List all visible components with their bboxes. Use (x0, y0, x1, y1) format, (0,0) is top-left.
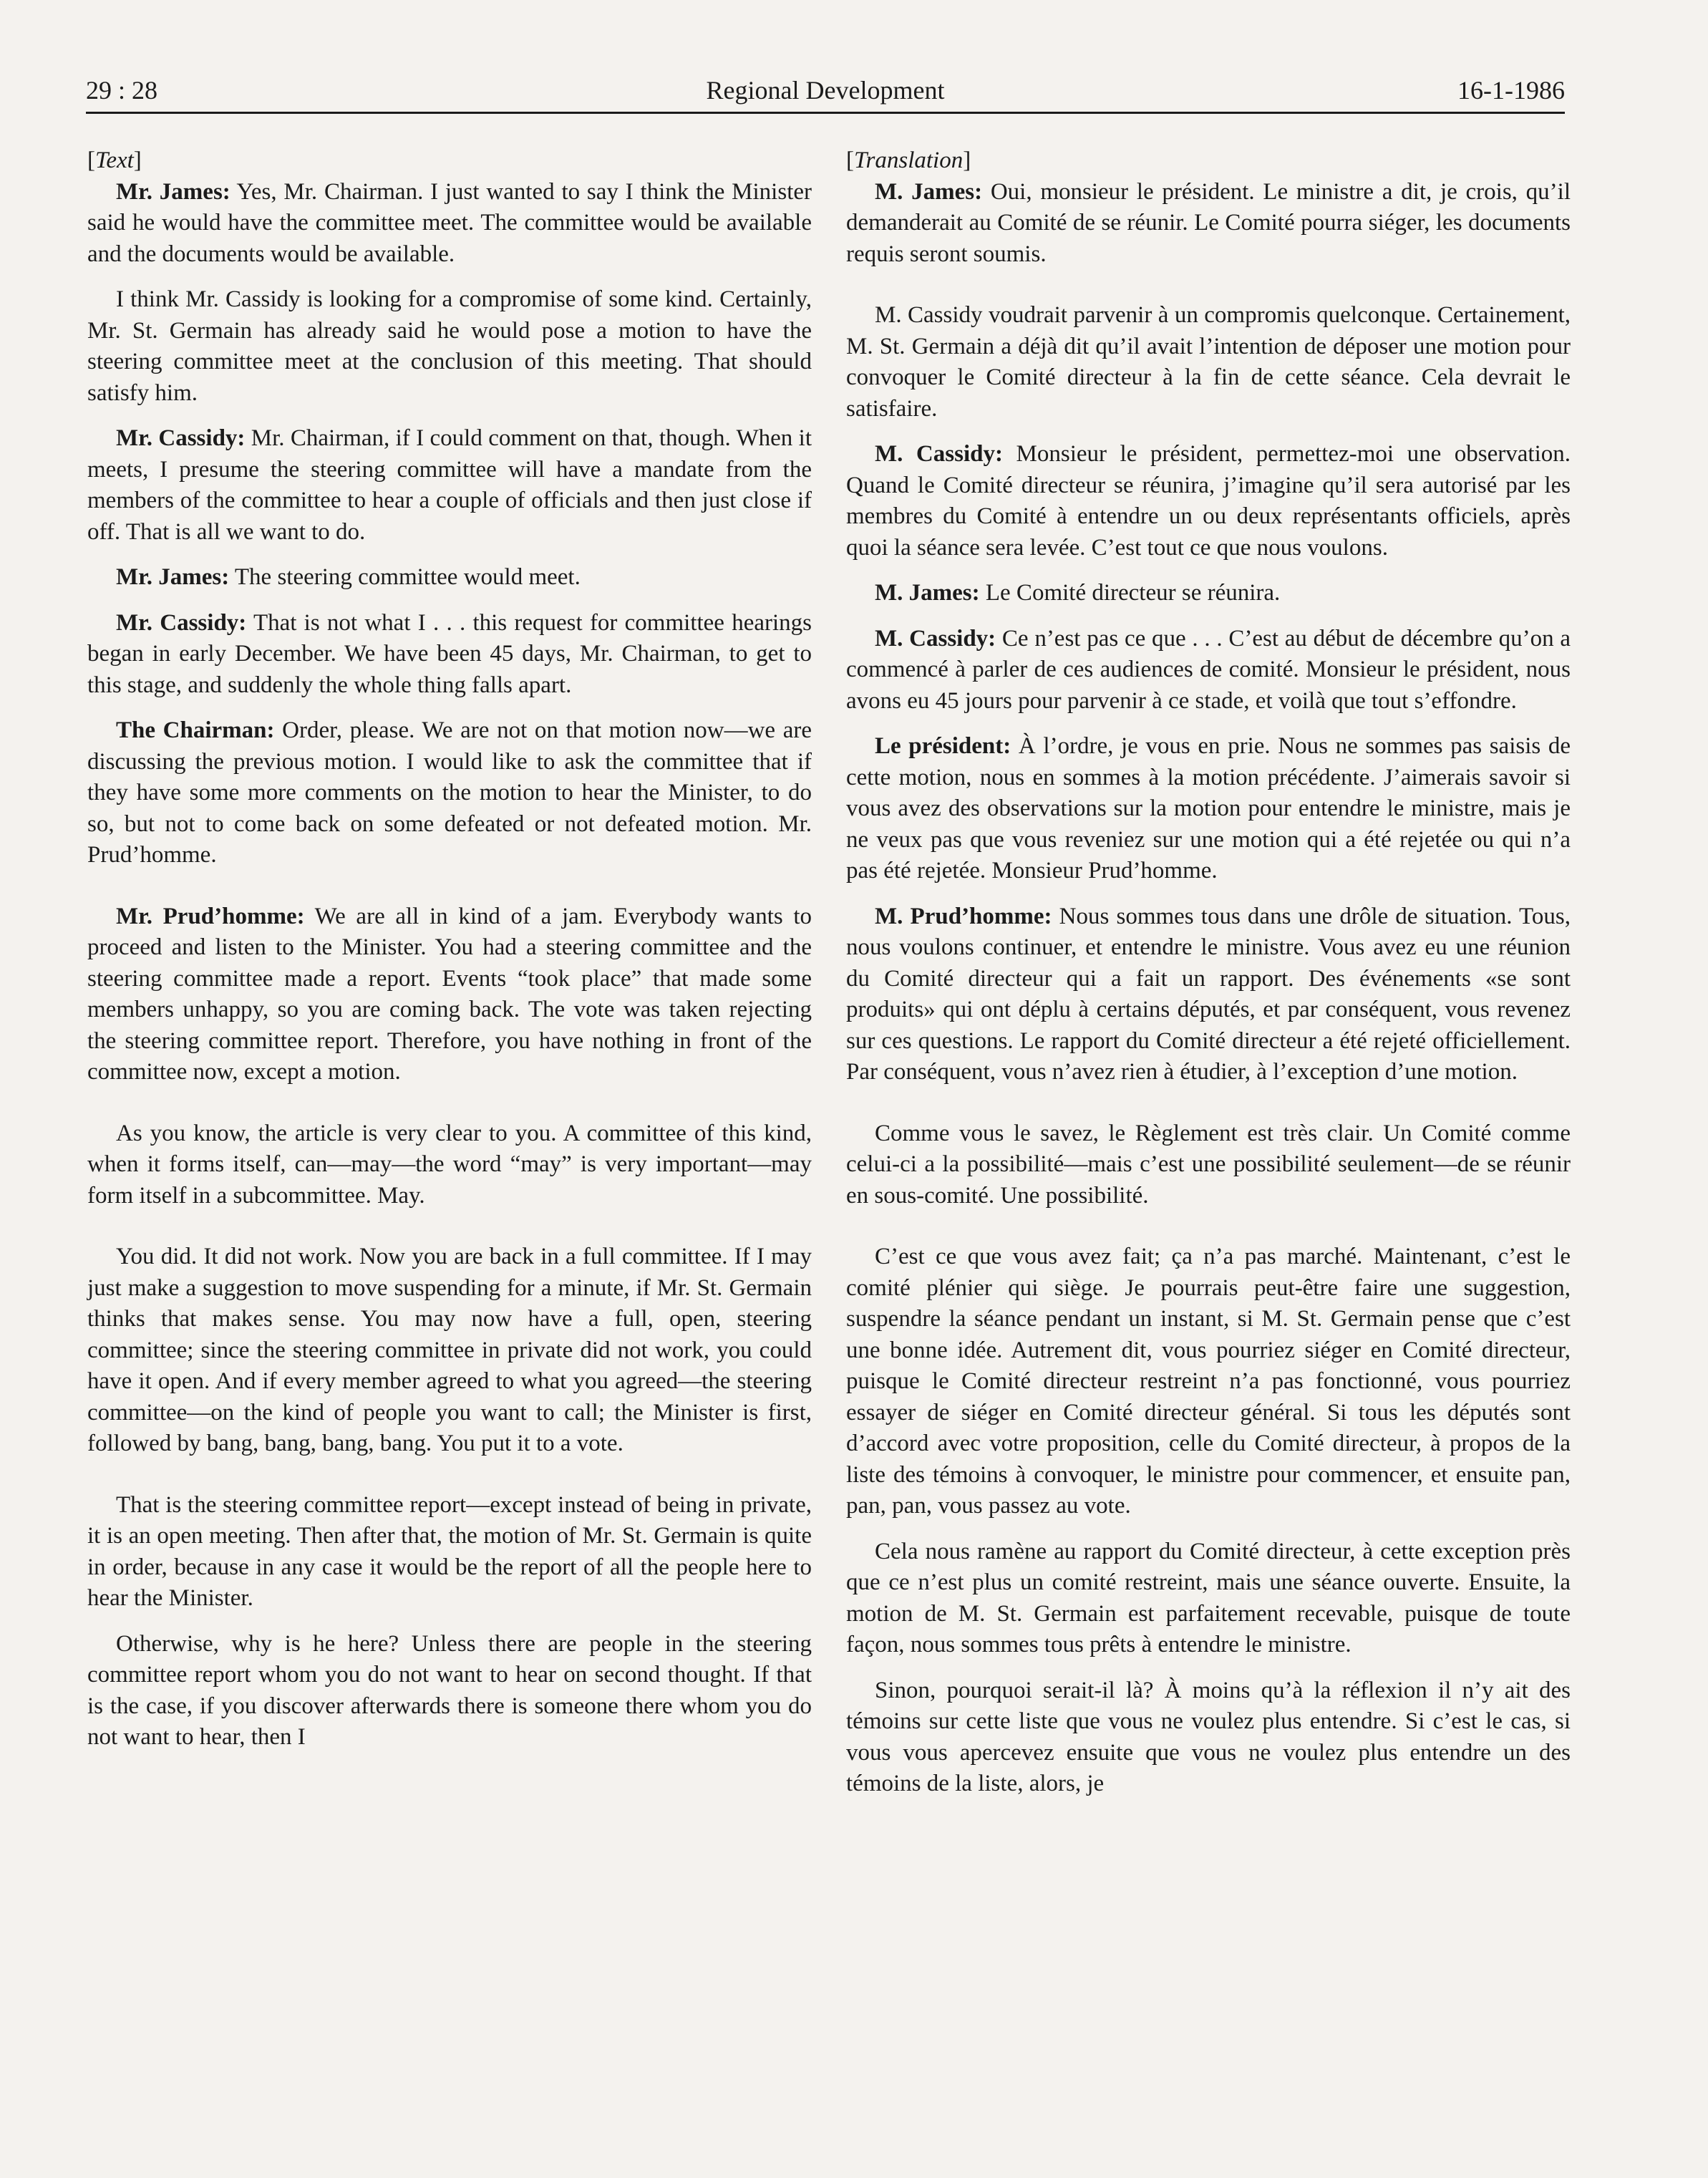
paragraph (846, 1675, 1571, 1800)
speech-text: Comme vous le savez, le Règlement est très clair. Un Comité comme celui-ci a la possibilité—mais c’est une possibilité seulement—de se réunir en sous-comité. Une possibilité. (846, 1120, 1571, 1209)
speech-text: You did. It did not work. Now you are back in a full committee. If I may just make a suggestion to move suspending for a minute, if Mr. St. Germain thinks that makes sense. You may now have a full, open, steering committee; since the steering committee in private did not work, you could have it open. And if every member agreed to what you agreed—the steering committee—on the kind of people you want to call; the Minister is first, followed by bang, bang, bang, bang. You put it to a vote. (87, 1244, 812, 1456)
speech-text: Monsieur le président, permettez-moi une observation. Quand le Comité directeur se réunira, j’imagine qu’il sera autorisé par les membres du Comité à entendre un ou deux représentants officiels, après quoi la séance sera levée. C’est tout ce que nous voulons. (846, 441, 1571, 561)
speaker-name: M. James: (875, 178, 983, 205)
column-label: [Text] (87, 147, 142, 173)
paragraph (846, 578, 1571, 609)
speech-text: Yes, Mr. Chairman. I just wanted to say I think the Minister said he would have the committee meet. The committee would be available and the documents would be available. (87, 178, 812, 267)
speaker-name: M. Prud’homme: (875, 903, 1052, 929)
column-label-text: Text (95, 147, 134, 173)
speaker-name: M. James: (875, 580, 980, 606)
paragraph (846, 1118, 1571, 1212)
speech-text: Mr. Chairman, if I could comment on that, though. When it meets, I presume the steering committee will have a mandate from the members of the committee to hear a couple of officials and then just close if off. That is all we want to do. (87, 425, 812, 545)
speech-text: We are all in kind of a jam. Everybody wants to proceed and listen to the Minister. You had a steering committee and the steering committee made a report. Events “took place” that made some members unhappy, so you are coming back. The vote was taken rejecting the steering committee report. Therefore, you have nothing in front of the committee now, except a motion. (87, 903, 812, 1085)
paragraph (846, 901, 1571, 1088)
paragraph (87, 1242, 812, 1460)
french-column (846, 145, 1571, 1800)
paragraph (846, 731, 1571, 887)
speaker-name: Mr. Prud’homme: (116, 903, 305, 929)
paragraph (87, 284, 812, 409)
paragraph (846, 439, 1571, 563)
speech-text: M. Cassidy voudrait parvenir à un compromis quelconque. Certainement, M. St. Germain a déjà dit qu’il avait l’intention de déposer une motion pour convoquer le Comité directeur à la fin de cette séance. Cela devrait le satisfaire. (846, 302, 1571, 422)
paragraph (87, 1118, 812, 1212)
speech-text: Nous sommes tous dans une drôle de situation. Tous, nous voulons continuer, et entendre le ministre. Vous avez eu une réunion du Comité directeur qui a fait un rapport. Des événements «se sont produits» qui ont déplu à certains députés, et par conséquent, vous revenez sur ces questions. Le rapport du Comité directeur a été rejeté officiellement. Par conséquent, vous n’avez rien à étudier, à l’exception d’une motion. (846, 903, 1571, 1085)
speech-text: Oui, monsieur le président. Le ministre a dit, je crois, qu’il demanderait au Comité de se réunir. Le Comité pourra siéger, les documents requis seront soumis. (846, 178, 1571, 267)
header-rule (86, 112, 1565, 114)
speaker-name: M. Cassidy: (875, 441, 1003, 467)
running-title: Regional Development (706, 76, 945, 105)
paragraph (87, 177, 812, 271)
speech-text: That is not what I . . . this request for committee hearings began in early December. We have been 45 days, Mr. Chairman, to get to this stage, and suddenly the whole thing falls apart. (87, 609, 812, 698)
paragraph (87, 901, 812, 1088)
speech-text: Cela nous ramène au rapport du Comité directeur, à cette exception près que ce n’est plus un comité restreint, mais une séance ouverte. Ensuite, la motion de M. St. Germain est parfaitement recevable, puisque de toute façon, nous sommes tous prêts à entendre le ministre. (846, 1538, 1571, 1657)
speaker-name: The Chairman: (116, 717, 275, 743)
issue-date: 16-1-1986 (1457, 76, 1565, 105)
paragraph (846, 1536, 1571, 1661)
speech-text: Ce n’est pas ce que . . . C’est au début de décembre qu’on a commencé à parler de ces audiences de comité. Monsieur le président, nous avons eu 45 jours pour parvenir à ce stade, et voilà que tout s’effondre. (846, 625, 1571, 714)
speaker-name: Mr. Cassidy: (116, 425, 246, 451)
speech-text: Le Comité directeur se réunira. (979, 580, 1281, 606)
speaker-name: Mr. James: (116, 178, 231, 205)
speech-text: Order, please. We are not on that motion now—we are discussing the previous motion. I would like to ask the committee that if they have some more comments on the motion to hear the Minister, to do so, but not to come back on some defeated or not defeated motion. Mr. Prud’homme. (87, 717, 812, 868)
paragraph (846, 177, 1571, 271)
speech-text: C’est ce que vous avez fait; ça n’a pas marché. Maintenant, c’est le comité plénier qui siège. Je pourrais peut-être faire une suggestion, suspendre la séance pendant un instant, si M. St. Germain pense que c’est une bonne idée. Autrement dit, vous pourriez siéger en Comité directeur, puisque le Comité directeur restreint n’a pas fonctionné, vous pourriez essayer de siéger en Comité directeur général. Si tous les députés sont d’accord avec votre proposition, celle du Comité directeur, à propos de la liste des témoins à convoquer, le ministre pour commencer, et ensuite pan, pan, pan, vous passez au vote. (846, 1244, 1571, 1519)
speech-text: As you know, the article is very clear to you. A committee of this kind, when it forms itself, can—may—the word “may” is very important—may form itself in a subcommittee. May. (87, 1120, 812, 1209)
running-head (86, 69, 1565, 112)
speech-text: That is the steering committee report—except instead of being in private, it is an open meeting. Then after that, the motion of Mr. St. Germain is quite in order, because in any case it would be the report of all the people here to hear the Minister. (87, 1491, 812, 1611)
paragraph (846, 624, 1571, 717)
column-label-text: Translation (854, 147, 964, 173)
column-label: [Translation] (846, 147, 971, 173)
paragraph (87, 1629, 812, 1753)
speech-text: The steering committee would meet. (229, 564, 581, 590)
speech-text: I think Mr. Cassidy is looking for a compromise of some kind. Certainly, Mr. St. Germain has already said he would pose a motion to have the steering committee meet at the conclusion of this meeting. That should satisfy him. (87, 286, 812, 406)
paragraph (87, 715, 812, 871)
speaker-name: Le président: (875, 733, 1011, 759)
paragraph (846, 300, 1571, 425)
paragraph (87, 608, 812, 702)
speaker-name: M. Cassidy: (875, 625, 996, 652)
speaker-name: Mr. Cassidy: (116, 609, 247, 636)
speech-text: Otherwise, why is he here? Unless there are people in the steering committee report whom you do not want to hear on second thought. If that is the case, if you discover afterwards there is someone there whom you do not want to hear, then I (87, 1630, 812, 1750)
speech-text: Sinon, pourquoi serait-il là? À moins qu’à la réflexion il n’y ait des témoins sur cette liste que vous ne voulez plus entendre. Si c’est le cas, si vous vous apercevez ensuite que vous ne voulez plus entendre un des témoins de la liste, alors, je (846, 1677, 1571, 1796)
page-number: 29 : 28 (86, 76, 158, 105)
paragraph (87, 1490, 812, 1615)
english-column (87, 145, 812, 1753)
paragraph (846, 1242, 1571, 1522)
paragraph (87, 423, 812, 548)
paragraph (87, 562, 812, 594)
speech-text: À l’ordre, je vous en prie. Nous ne sommes pas saisis de cette motion, nous en sommes à la motion précédente. J’aimerais savoir si vous avez des observations sur la motion pour entendre le ministre, mais je ne veux pas que vous reveniez sur une motion qui a été rejetée ou qui n’a pas été rejetée. Monsieur Prud’homme. (846, 733, 1571, 884)
speaker-name: Mr. James: (116, 564, 230, 590)
